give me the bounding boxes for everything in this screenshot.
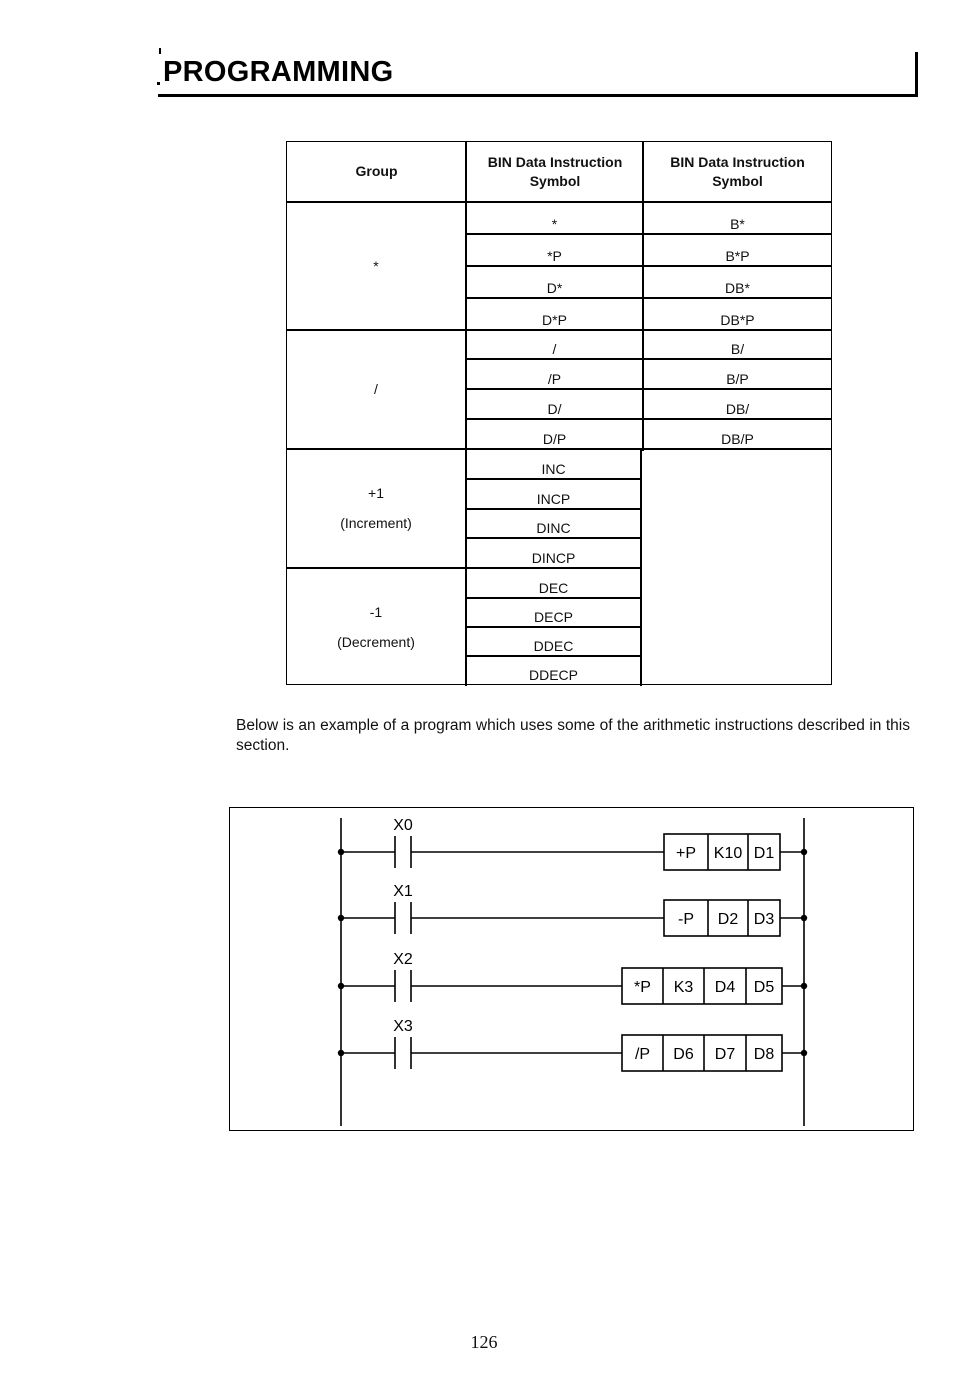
header-mark — [157, 82, 160, 85]
group-increment — [287, 449, 465, 567]
table-cell: D/ — [547, 401, 562, 417]
table-cell: B/P — [726, 371, 749, 387]
table-cell: B/ — [730, 341, 745, 357]
table-cell: / — [552, 341, 557, 357]
group-sublabel: (Increment) — [340, 515, 412, 531]
table-cell: * — [551, 216, 558, 232]
page-number: 126 — [470, 1332, 498, 1352]
table-cell: DB*P — [720, 312, 755, 328]
table-cell: /P — [547, 371, 562, 387]
table-cell: *P — [547, 248, 562, 264]
header-mark — [159, 48, 161, 54]
instruction-operand: -P — [678, 911, 694, 928]
instruction-operand: +P — [675, 845, 697, 862]
table-cell: INC — [541, 461, 566, 477]
section-title: PROGRAMMING — [163, 56, 394, 88]
table-cell: D*P — [542, 312, 567, 328]
group-decrement — [287, 568, 465, 686]
table-cell: INCP — [536, 491, 571, 507]
table-cell: DECP — [534, 609, 573, 625]
table-cell: DB* — [725, 280, 750, 296]
instruction-operand: *P — [634, 979, 651, 996]
column-header-group: Group — [355, 163, 398, 179]
instruction-operand: D1 — [753, 845, 775, 862]
table-cell: B* — [730, 216, 745, 232]
instruction-operand: D2 — [717, 911, 739, 928]
instruction-operand: /P — [634, 1046, 651, 1063]
body-paragraph: Below is an example of a program which uses some of the arithmetic instructions described in this section. — [236, 717, 910, 754]
contact-label: X0 — [393, 817, 413, 834]
column-header-symbol-1: BIN Data Instruction Symbol — [487, 154, 623, 189]
group-label: -1 — [369, 604, 383, 620]
junction-dot — [801, 849, 807, 855]
junction-dot — [801, 915, 807, 921]
table-cell: DDECP — [528, 667, 578, 683]
table-cell: DB/ — [725, 401, 750, 417]
instruction-operand: K10 — [713, 845, 743, 862]
table-cell: DINCP — [531, 550, 576, 566]
table-cell: DINC — [536, 520, 571, 536]
ladder-diagram — [229, 807, 914, 1131]
table-cell: DB/P — [721, 431, 754, 447]
group-multiply — [287, 202, 465, 329]
group-label: * — [373, 257, 379, 274]
instruction-table — [286, 141, 832, 685]
group-label: +1 — [368, 485, 384, 501]
instruction-operand: D6 — [673, 1046, 694, 1063]
contact-label: X2 — [393, 951, 413, 968]
instruction-operand: D4 — [714, 979, 736, 996]
header-rule-end — [915, 52, 918, 96]
group-divide — [287, 330, 465, 448]
contact-label: X1 — [393, 883, 413, 900]
instruction-operand: D5 — [753, 979, 775, 996]
contact-label: X3 — [393, 1018, 413, 1035]
group-label: / — [374, 381, 378, 397]
table-cell: DDEC — [533, 638, 574, 654]
junction-dot — [801, 1050, 807, 1056]
instruction-operand: D7 — [714, 1046, 736, 1063]
table-cell: D/P — [542, 431, 567, 447]
table-cell: B*P — [725, 248, 750, 264]
header-rule — [158, 94, 918, 97]
column-header-symbol-2: BIN Data Instruction Symbol — [670, 154, 805, 189]
junction-dot — [801, 983, 807, 989]
ladder-canvas — [230, 808, 915, 1132]
group-sublabel: (Decrement) — [337, 634, 415, 650]
instruction-operand: K3 — [673, 979, 694, 996]
table-cell: D* — [546, 280, 563, 296]
table-cell: DEC — [538, 580, 569, 596]
instruction-operand: D3 — [753, 911, 775, 928]
instruction-operand: D8 — [753, 1046, 775, 1063]
